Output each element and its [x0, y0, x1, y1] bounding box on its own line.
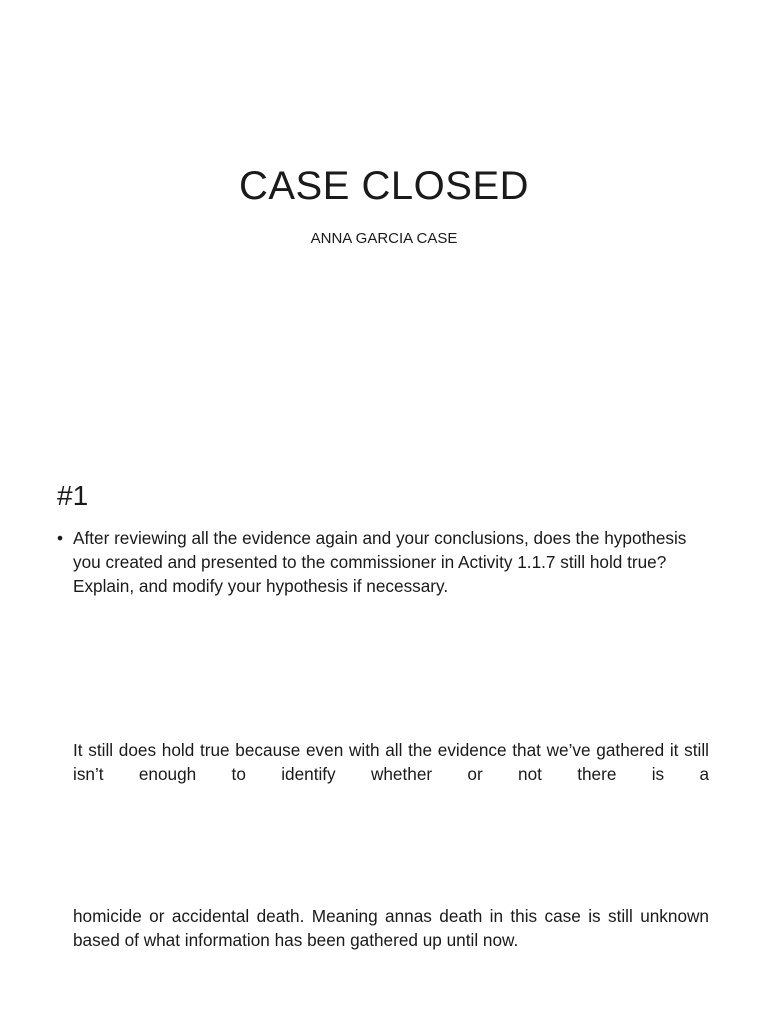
- slide-title: CASE CLOSED: [238, 164, 530, 208]
- answer-paragraph-2: homicide or accidental death. Meaning annas death in this case is still unknown based of what information has been gathered up until now.: [73, 906, 709, 950]
- slide-subtitle: ANNA GARCIA CASE: [310, 230, 458, 247]
- question-text: After reviewing all the evidence again and your conclusions, does the hypothesis you created and presented to the commissioner in Activity 1.1.7 still hold true? Explain, and modify your hypothesis if necessary.: [73, 528, 687, 596]
- bullet-marker: •: [57, 528, 64, 548]
- content-slide: [0, 460, 768, 1024]
- question-bullet: [57, 526, 709, 598]
- answer-paragraph-1: It still does hold true because even with all the evidence that we’ve gathered it still isn’t enough to identify whether or not there is a: [73, 740, 709, 784]
- question-heading: #1: [57, 480, 89, 511]
- title-slide: [0, 0, 768, 460]
